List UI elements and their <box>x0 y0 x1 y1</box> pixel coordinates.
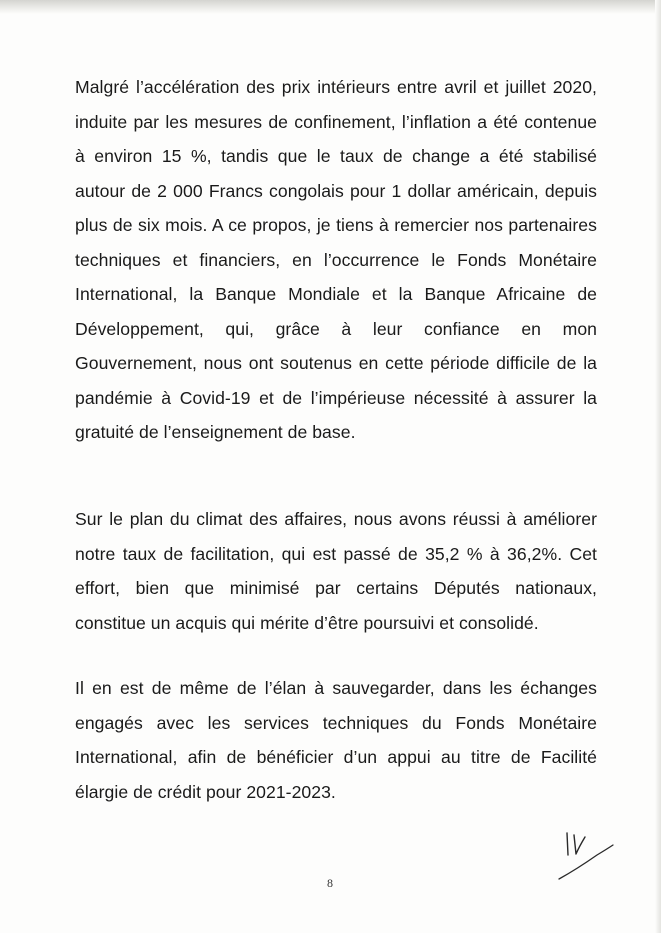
paragraph-business-climate: Sur le plan du climat des affaires, nous avons réussi à améliorer notre taux de facilitation, qui est passé de 35,2 % à 36,2%. Cet effort, bien que minimisé par certains Députés nationaux, constitue un acquis qui mérite d’être poursuivi et consolidé. <box>75 509 597 633</box>
scan-right-edge <box>655 0 661 933</box>
handwritten-initials-icon <box>555 825 615 885</box>
paragraph-inflation: Malgré l’accélération des prix intérieurs entre avril et juillet 2020, induite par les mesures de confinement, l’inflation a été contenue à environ 15 %, tandis que le taux de change a été stabilisé autour de 2 000 Francs congolais pour 1 dollar américain, depuis plus de six mois. A ce propos, je tiens à remercier nos partenaires techniques et financiers, en l’occurrence le Fonds Monétaire International, la Banque Mondiale et la Banque Africaine de Développement, qui, grâce à leur confiance en mon Gouvernement, nous ont soutenus en cette période difficile de la pandémie à Covid-19 et de l’impérieuse nécessité à assurer la gratuité de l’enseignement de base. <box>75 77 597 442</box>
scan-top-edge <box>0 0 661 14</box>
page-number: 8 <box>327 876 333 890</box>
paragraph-imf-facility: Il en est de même de l’élan à sauvegarder, dans les échanges engagés avec les services techniques du Fonds Monétaire International, afin de bénéficier d’un appui au titre de Facilité élargie de crédit pour 2021-2023. <box>75 678 597 802</box>
